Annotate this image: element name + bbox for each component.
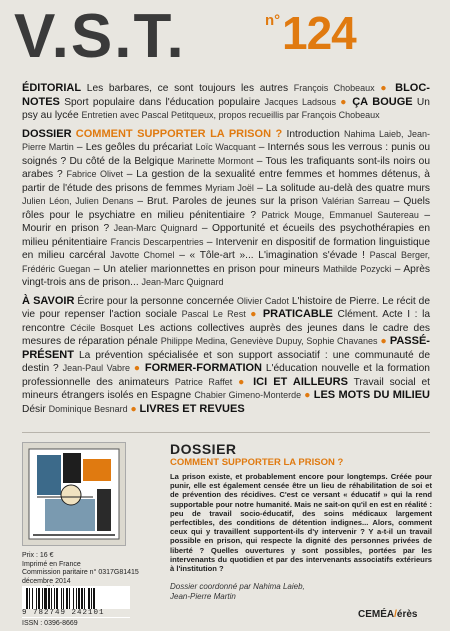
section-label-livres: LIVRES ET REVUES [139, 402, 245, 415]
dossier-article-author: Francis Descarpentries [110, 236, 204, 247]
article-author: Patrice Raffet [174, 376, 233, 387]
barcode-bar [54, 588, 55, 610]
journal-title: V.S.T. [14, 2, 186, 71]
section-label-cabouge: ÇA BOUGE [352, 95, 413, 108]
bullet-icon: ● [133, 363, 142, 374]
article-title: L'éducation nouvelle et la formation professionnelle des animateurs [22, 363, 430, 388]
barcode-bar [42, 588, 43, 610]
issue-number-prefix: n° [265, 12, 281, 29]
issue-number: 124 [282, 7, 356, 59]
dossier-article-author: Mathilde Pozycki [322, 263, 392, 274]
barcode-bar [84, 588, 85, 610]
section-label-motsdumilieu: LES MOTS DU MILIEU [313, 389, 430, 401]
dossier-article-title: Introduction [286, 128, 345, 140]
article-title: Sport populaire dans l'éducation populaire [64, 96, 261, 108]
dossier-article-author: Jean-Marc Quignard [113, 223, 198, 233]
section-label-formerformation: FORMER-FORMATION [144, 362, 263, 374]
article-author: Jacques Ladsous [264, 96, 336, 107]
bullet-icon: ● [340, 96, 348, 108]
barcode-bar [51, 588, 52, 610]
dossier-article-title: – Brut. Paroles de jeunes sur la prison [133, 196, 322, 207]
article-title: Écrire pour la personne concernée [77, 295, 234, 307]
cover-illustration-icon [23, 443, 125, 545]
dossier-article-author: Javotte Chomel [110, 250, 175, 260]
toc-block-rubriques [22, 82, 430, 123]
article-author: Dominique Besnard [48, 403, 128, 414]
barcode-bar [76, 588, 77, 610]
article-author: Cécile Bosquet [70, 322, 134, 333]
article-title: La prévention spécialisée et son support associatif : une communauté de destin ? [22, 349, 430, 374]
dossier-article-author: Fabrice Olivet [66, 169, 123, 179]
bullet-icon: ● [304, 390, 311, 401]
masthead [14, 2, 444, 72]
barcode-bar [66, 588, 68, 610]
barcode-bar [93, 588, 95, 610]
article-author: Pascal Le Rest [181, 309, 246, 319]
issn: ISSN : 0396-8669 [22, 620, 78, 627]
section-label-icietailleurs: ICI ET AILLEURS [253, 375, 348, 388]
dossier-article-title: – Internés sous les verrous : punis ou soignés ? Du côté de la Belgique [22, 142, 431, 167]
barcode-bar [32, 588, 33, 610]
dossier-article-title: – Opportunité et écueils des psychothérapies en milieu pénitentiaire [22, 223, 430, 248]
article-title: Les barbares, ce sont toujours les autres [86, 83, 289, 94]
section-label-asavoir: À SAVOIR [22, 294, 75, 307]
barcode-bar [48, 588, 50, 610]
bullet-icon: ● [130, 403, 137, 415]
dossier-article-author: Patrick Mouge, Emmanuel Sautereau [261, 209, 419, 220]
dossier-article-title: – Après vingt-trois ans de prison... [22, 263, 430, 288]
dossier-article-title: – Tous les trafiquants sont-ils noirs ou arabes ? [22, 155, 430, 180]
dossier-description: La prison existe, et probablement encore pour longtemps. Créée pour punir, elle est également censée être un lieu de réhabilitation de soi et de prévention des récidives. C'est ce versant « éducatif » qui la rend supportable pour notre humanité. Mais ne sait-on qu'il en est en réalité : peu de travail socio-éducatif, des soins médicaux largement perfectibles, des conditions de détention indignes... Alors, comment ceux qui y travaillent supportent-ils d'y intervenir ? Y a-t-il un travail possible en prison, qui respecte la dignité des personnes privées de liberté ? Quelles ouvertures y sont possibles, portées par les intervenants du quotidien et par des intervenants associatifs extérieurs à l'institution ? [170, 472, 432, 574]
barcode-bar [26, 588, 28, 610]
article-author: Chabier Gimeno-Monterde [194, 390, 302, 400]
dossier-article-author: Jean-Marc Quignard [141, 277, 224, 287]
barcode-bar [88, 588, 90, 610]
dossier-subtitle: COMMENT SUPPORTER LA PRISON ? [170, 457, 344, 468]
bullet-icon: ● [380, 336, 387, 347]
article-title: Travail social et mineurs étrangers isolés en Espagne [22, 376, 430, 401]
dossier-article-title: – Mourir en prison ? [22, 209, 431, 234]
dossier-article-title: – La solitude au-delà des quatre murs [253, 182, 430, 194]
article-author: Jean-Paul Vabre [62, 363, 130, 373]
dossier-article-title: – « Tôle-art »... L'imagination s'évade ! [174, 250, 370, 261]
section-label-praticable: PRATICABLE [262, 308, 333, 320]
bullet-icon: ● [238, 376, 248, 388]
price: Prix : 16 € [22, 552, 54, 559]
section-label-editorial: ÉDITORIAL [22, 82, 82, 94]
barcode-bar [73, 588, 74, 610]
publication-date: décembre 2014 [22, 577, 71, 585]
dossier-article-author: Myriam Joël [205, 182, 254, 193]
article-title: Clément. Acte I : la rencontre [22, 309, 430, 334]
barcode-bar [78, 588, 80, 610]
dossier-title: COMMENT SUPPORTER LA PRISON ? [75, 127, 283, 140]
dossier-items [22, 129, 430, 289]
commission-number: Commission paritaire n° 0317G81415 [22, 569, 139, 576]
cover-thumbnail [22, 442, 126, 546]
article-title: L'histoire de Pierre. Le récit de vie pour repenser l'action sociale [22, 295, 430, 320]
bullet-icon: ● [380, 83, 390, 94]
section-divider [22, 432, 430, 433]
dossier-article-title: – La gestion de la sexualité entre femmes et hommes détenus, à partir de l'étude des prisons de femmes [22, 169, 430, 194]
dossier-summary [170, 441, 432, 573]
barcode-bar [44, 588, 47, 610]
dossier-article-author: Julien Léon, Julien Denans [22, 196, 134, 206]
article-title: Un psy au lycée [22, 96, 430, 121]
toc-block-rubriques-2 [22, 295, 430, 417]
printed-in: Imprimé en France [22, 560, 81, 568]
dossier-coordinators: Dossier coordonné par Nahima Laieb, Jean-Pierre Martin [170, 582, 305, 601]
dossier-article-title: – Les geôles du précariat [73, 142, 196, 153]
section-label-dossier: DOSSIER [22, 127, 72, 140]
barcode-bar [29, 588, 30, 610]
article-author: Philippe Medina, Geneviève Dupuy, Sophie Chavanes [160, 336, 378, 346]
dossier-article-title: – Un atelier marionnettes en prison pour mineurs [90, 263, 323, 275]
article-title: Désir [22, 403, 46, 415]
barcode-bar [36, 588, 37, 610]
dossier-heading: DOSSIER [170, 441, 237, 457]
dossier-article-title: – Quels rôles pour le psychiatre en milieu pénitentiaire ? [22, 196, 430, 221]
barcode-bar [91, 588, 92, 610]
publisher-logo: CEMÉA/érès [358, 609, 418, 620]
article-title: Les actions collectives auprès des jeunes dans le cadre des mesures de réparation pénale [22, 322, 430, 347]
barcode-bar [38, 588, 40, 610]
barcode-number: 9 782749 242101 [22, 609, 130, 617]
dossier-article-title: – Intervenir en dispositif de formation linguistique en milieu carcéral [22, 236, 430, 261]
dossier-article-author: Nahima Laieb, Jean-Pierre Martin [22, 128, 430, 152]
barcode-bar [63, 588, 64, 610]
section-label-passepresent: PASSÉ-PRÉSENT [22, 335, 430, 361]
barcode-bar [69, 588, 70, 610]
barcode-bar [81, 588, 83, 610]
article-author: Entretien avec Pascal Petitqueux, propos recueillis par François Chobeaux [81, 110, 380, 120]
dossier-article-author: Loïc Wacquant [195, 142, 256, 152]
bullet-icon: ● [250, 309, 259, 320]
dossier-article-author: Valérian Sarreau [321, 196, 390, 206]
section-label-blocnotes: BLOC-NOTES [22, 82, 430, 108]
toc-block-dossier [22, 128, 430, 290]
barcode-bar [56, 588, 58, 610]
article-author: François Chobeaux [293, 83, 375, 93]
barcode-bar [61, 588, 62, 610]
dossier-article-author: Marinette Mormont [177, 155, 254, 166]
article-author: Olivier Cadot [236, 295, 289, 306]
table-of-contents [22, 82, 430, 421]
dossier-article-author: Pascal Berger, Frédéric Guegan [22, 250, 431, 274]
